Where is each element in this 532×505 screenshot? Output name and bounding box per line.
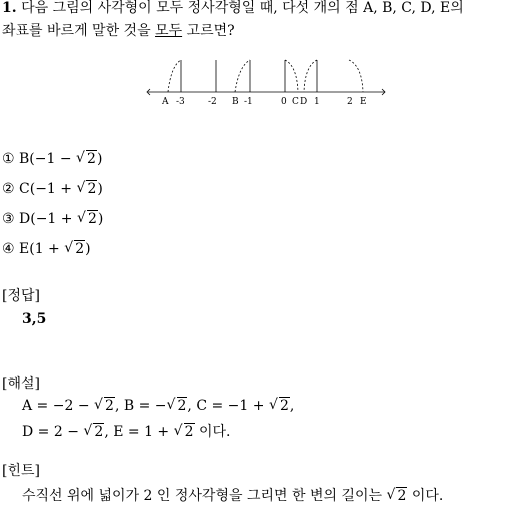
option-mark: ② (2, 181, 15, 197)
arc-b (235, 60, 250, 92)
arc-c (285, 60, 298, 92)
option-1: ① B(−1 − √ 2) (2, 151, 102, 167)
option-text: B(−1 − (19, 151, 77, 167)
answer-heading: [정답] (2, 288, 40, 304)
label-E: E (360, 97, 367, 107)
option-3: ③ D(−1 + √ 2) (2, 211, 103, 227)
hint-heading: [힌트] (2, 463, 40, 479)
sqrt: √ 2 (76, 151, 97, 167)
explanation-line-1: A = −2 − √ 2, B = −√ 2, C = −1 + √ 2, (22, 398, 294, 414)
sqrt: √ 2 (64, 241, 85, 257)
sqrt: √ 2 (76, 181, 97, 197)
arc-d (304, 60, 317, 92)
label-2: 2 (347, 97, 353, 107)
option-mark: ① (2, 151, 15, 167)
question-number: 1. (2, 0, 17, 16)
label-0: 0 (281, 97, 287, 107)
option-text: C(−1 + (19, 181, 77, 197)
label-1: 1 (314, 97, 320, 107)
arc-a (168, 60, 181, 92)
label-B: B (232, 97, 239, 107)
label-C: C (292, 97, 299, 107)
sqrt: √ 2 (77, 211, 98, 227)
question-text-2a: 좌표를 바르게 말한 것을 (2, 23, 156, 39)
label-neg2: -2 (208, 97, 217, 107)
option-4: ④ E(1 + √ 2) (2, 241, 91, 257)
explanation-heading: [해설] (2, 376, 40, 392)
explanation-line-2: D = 2 − √ 2, E = 1 + √ 2 이다. (22, 421, 231, 441)
question-text-1: 다음 그림의 사각형이 모두 정사각형일 때, 다섯 개의 점 A, B, C, D, E의 (21, 0, 464, 16)
arc-e (349, 60, 363, 92)
option-text: E(1 + (19, 241, 65, 257)
number-line-figure (140, 52, 390, 112)
answer-value: 3,5 (22, 311, 47, 327)
label-neg3: -3 (176, 97, 185, 107)
option-mark: ③ (2, 211, 15, 227)
option-mark: ④ (2, 241, 15, 257)
option-2: ② C(−1 + √ 2) (2, 181, 103, 197)
question-underlined: 모두 (155, 23, 183, 39)
label-neg1: -1 (244, 97, 253, 107)
question-line-1 (2, 0, 464, 17)
question-text-2b: 고르면? (182, 23, 235, 39)
question-line-2 (2, 20, 235, 40)
option-text: D(−1 + (19, 211, 77, 227)
label-A: A (162, 97, 169, 107)
label-D: D (300, 97, 308, 107)
hint-text: 수직선 위에 넓이가 2 인 정사각형을 그리면 한 변의 길이는 √ 2 이다. (22, 485, 443, 505)
